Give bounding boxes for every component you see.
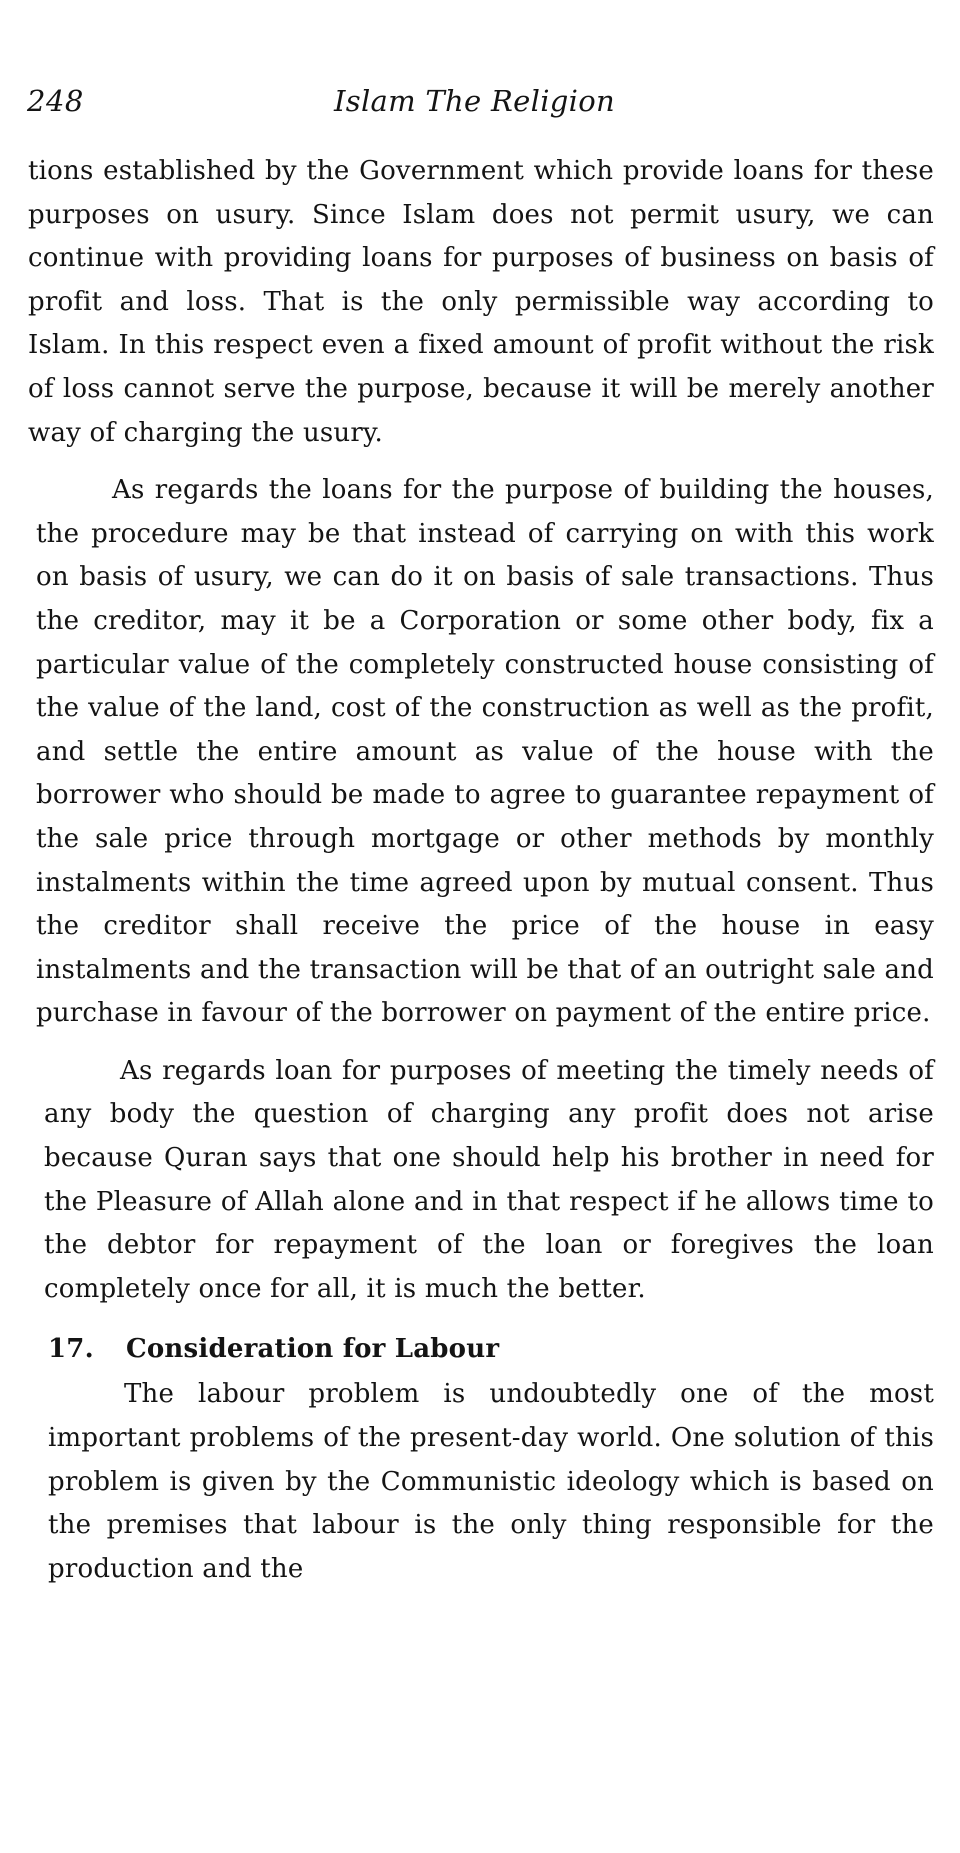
paragraph: As regards the loans for the purpose of building the houses, the procedure may be that instead of carrying on with this work on basis of usury, we can do it on basis of sale transactions. Thus the creditor, may it be a Corporation or some other body, fix a particular value of the completely constructed house consisting of the value of the land, cost of the construction as well as the profit, and settle the entire amount as value of the house with the borrower who should be made to agree to guarantee repayment of the sale price through mortgage or other methods by monthly instalments within the time agreed upon by mutual consent. Thus the creditor shall receive the price of the house in easy instalments and the transaction will be that of an outright sale and purchase in favour of the borrower on payment of the entire price. [36, 475, 934, 1029]
paragraph: The labour problem is undoubtedly one of the most important problems of the present-day world. One solution of this problem is given by the Communistic ideology which is based on the premises that labour is the only thing responsible for the production and the [48, 1379, 934, 1584]
body-text [28, 150, 934, 1591]
running-title: Islam The Religion [334, 84, 615, 118]
paragraph: As regards loan for purposes of meeting the timely needs of any body the question of charging any profit does not arise because Quran says that one should help his brother in need for the Pleasure of Allah alone and in that respect if he allows time to the debtor for repayment of the loan or foregives the loan completely once for all, it is much the better. [44, 1055, 934, 1304]
paragraph: tions established by the Government which provide loans for these purposes on usury. Since Islam does not permit usury, we can continue with providing loans for purposes of business on basis of profit and loss. That is the only permissible way according to Islam. In this respect even a fixed amount of profit without the risk of loss cannot serve the purpose, because it will be merely another way of charging the usury. [28, 156, 934, 448]
section-number: 17. [48, 1334, 94, 1365]
page-number: 248 [27, 84, 84, 118]
section-heading [48, 1329, 934, 1369]
section-title: Consideration for Labour [126, 1334, 500, 1365]
